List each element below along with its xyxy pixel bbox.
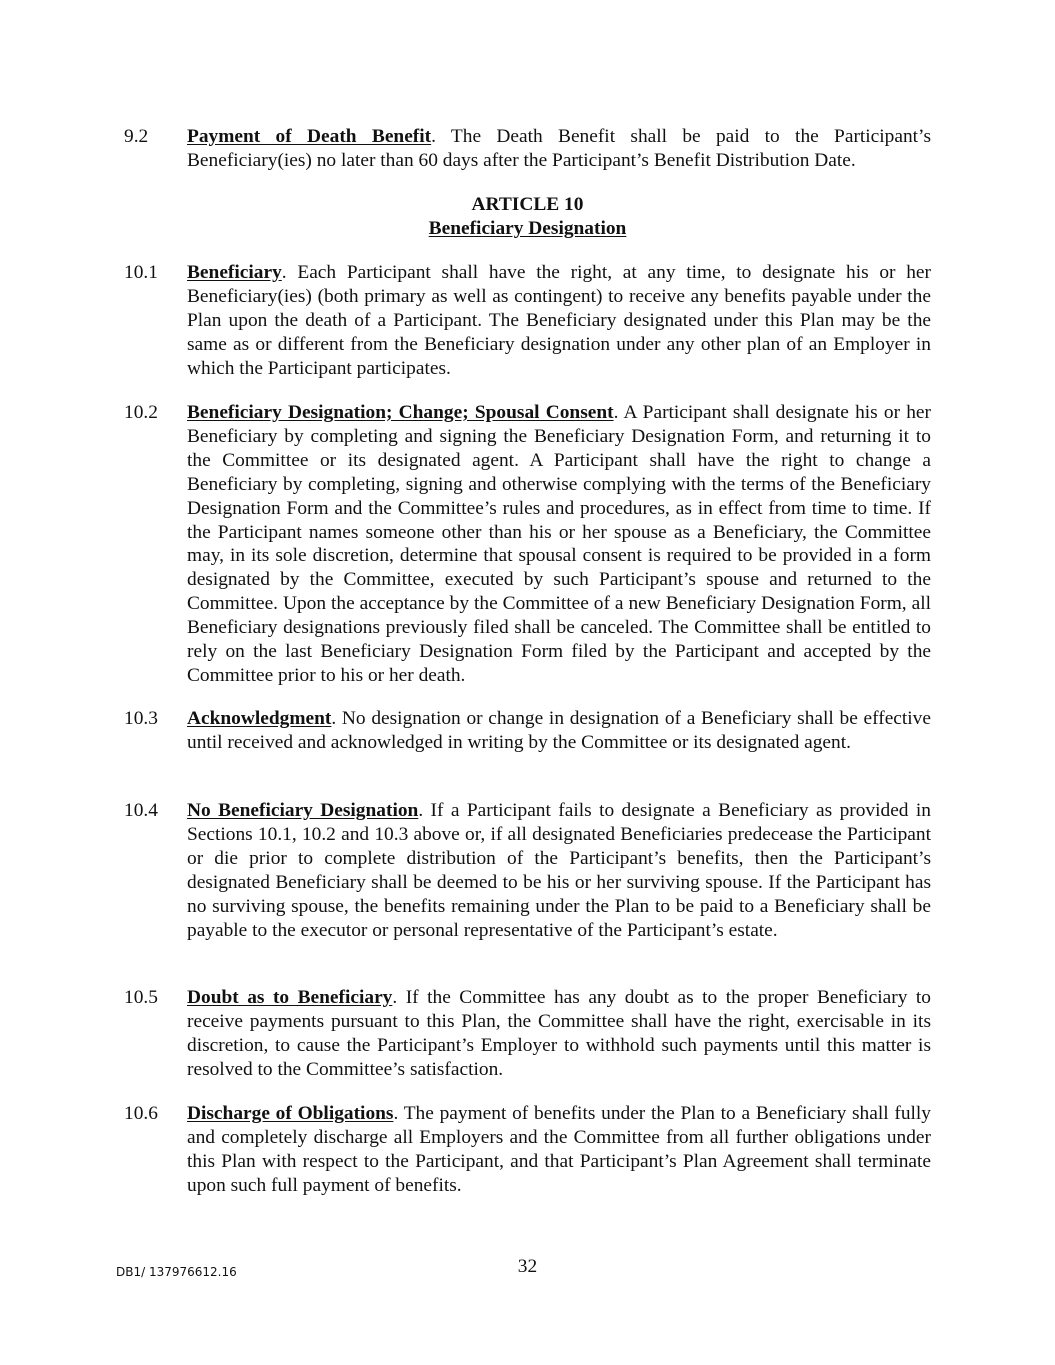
section-body — [187, 401, 931, 688]
section-number: 9.2 — [124, 126, 149, 147]
section-text: . A Participant shall designate his or her Beneficiary by completing and signing the Beneficiary Designation Form, and returning it to the Committee or its designated agent. A Participant shall have the right to change a Beneficiary by completing, signing and otherwise complying with the terms of the Beneficiary Designation Form and the Committee’s rules and procedures, as in effect from time to time. If the Participant names someone other than his or her spouse as a Beneficiary, the Committee may, in its sole discretion, determine that spousal consent is required to be provided in a form designated by the Committee, executed by such Participant’s spouse and returned to the Committee. Upon the acceptance by the Committee of a new Beneficiary Designation Form, all Beneficiary designations previously filed shall be canceled. The Committee shall be entitled to rely on the last Beneficiary Designation Form filed by the Participant and accepted by the Committee prior to his or her death. — [187, 402, 931, 686]
section-body — [187, 707, 931, 755]
article-subtitle: Beneficiary Designation — [428, 218, 627, 239]
section-body — [187, 799, 931, 942]
section-body — [187, 261, 931, 381]
page-number: 32 — [517, 1256, 538, 1277]
footer-doc-id: DB1/ 137976612.16 — [116, 1265, 237, 1279]
section-text: . The Death Benefit shall be paid to the Participant’s Beneficiary(ies) no later than 60 days after the Participant’s Benefit Distribution Date. — [187, 126, 931, 171]
section-heading: Beneficiary — [187, 262, 282, 283]
section-text: . If the Committee has any doubt as to the proper Beneficiary to receive payments pursuant to this Plan, the Committee shall have the right, exercisable in its discretion, to cause the Participant’s Employer to withhold such payments until this matter is resolved to the Committee’s satisfaction. — [187, 987, 931, 1080]
section-text: . Each Participant shall have the right, at any time, to designate his or her Beneficiary(ies) (both primary as well as contingent) to receive any benefits payable under the Plan upon the death of a Participant. The Beneficiary designated under this Plan may be the same as or different from the Beneficiary designation under any other plan of an Employer in which the Participant participates. — [187, 262, 931, 379]
section-heading: Acknowledgment — [187, 708, 332, 729]
section-10-6 — [124, 1102, 931, 1198]
section-heading: No Beneficiary Designation — [187, 800, 419, 821]
section-body — [187, 986, 931, 1082]
section-number: 10.5 — [124, 987, 158, 1008]
section-number: 10.1 — [124, 262, 158, 283]
section-text: . If a Participant fails to designate a Beneficiary as provided in Sections 10.1, 10.2 and 10.3 above or, if all designated Beneficiaries predecease the Participant or die prior to complete distribution of the Participant’s benefits, then the Participant’s designated Beneficiary shall be deemed to be his or her surviving spouse. If the Participant has no surviving spouse, the benefits remaining under the Plan to be paid to a Beneficiary shall be payable to the executor or personal representative of the Participant’s estate. — [187, 800, 931, 941]
section-10-3 — [124, 707, 931, 755]
section-number: 10.3 — [124, 708, 158, 729]
section-number: 10.6 — [124, 1103, 158, 1124]
article-title: ARTICLE 10 — [471, 194, 584, 215]
section-10-5 — [124, 986, 931, 1082]
section-text: . No designation or change in designation of a Beneficiary shall be effective until received and acknowledged in writing by the Committee or its designated agent. — [187, 708, 931, 753]
section-10-4 — [124, 799, 931, 942]
section-body — [187, 1102, 931, 1198]
article-subtitle-wrap — [0, 217, 1055, 241]
section-heading: Discharge of Obligations — [187, 1103, 394, 1124]
section-heading: Doubt as to Beneficiary — [187, 987, 393, 1008]
section-text: . The payment of benefits under the Plan to a Beneficiary shall fully and completely discharge all Employers and the Committee from all further obligations under this Plan with respect to the Participant, and that Participant’s Plan Agreement shall terminate upon such full payment of benefits. — [187, 1103, 931, 1196]
section-number: 10.2 — [124, 402, 158, 423]
section-10-1 — [124, 261, 931, 381]
section-heading: Beneficiary Designation; Change; Spousal Consent — [187, 402, 614, 423]
section-body — [187, 125, 931, 173]
section-heading: Payment of Death Benefit — [187, 126, 432, 147]
section-10-2 — [124, 401, 931, 688]
section-9-2 — [124, 125, 931, 173]
section-number: 10.4 — [124, 800, 158, 821]
